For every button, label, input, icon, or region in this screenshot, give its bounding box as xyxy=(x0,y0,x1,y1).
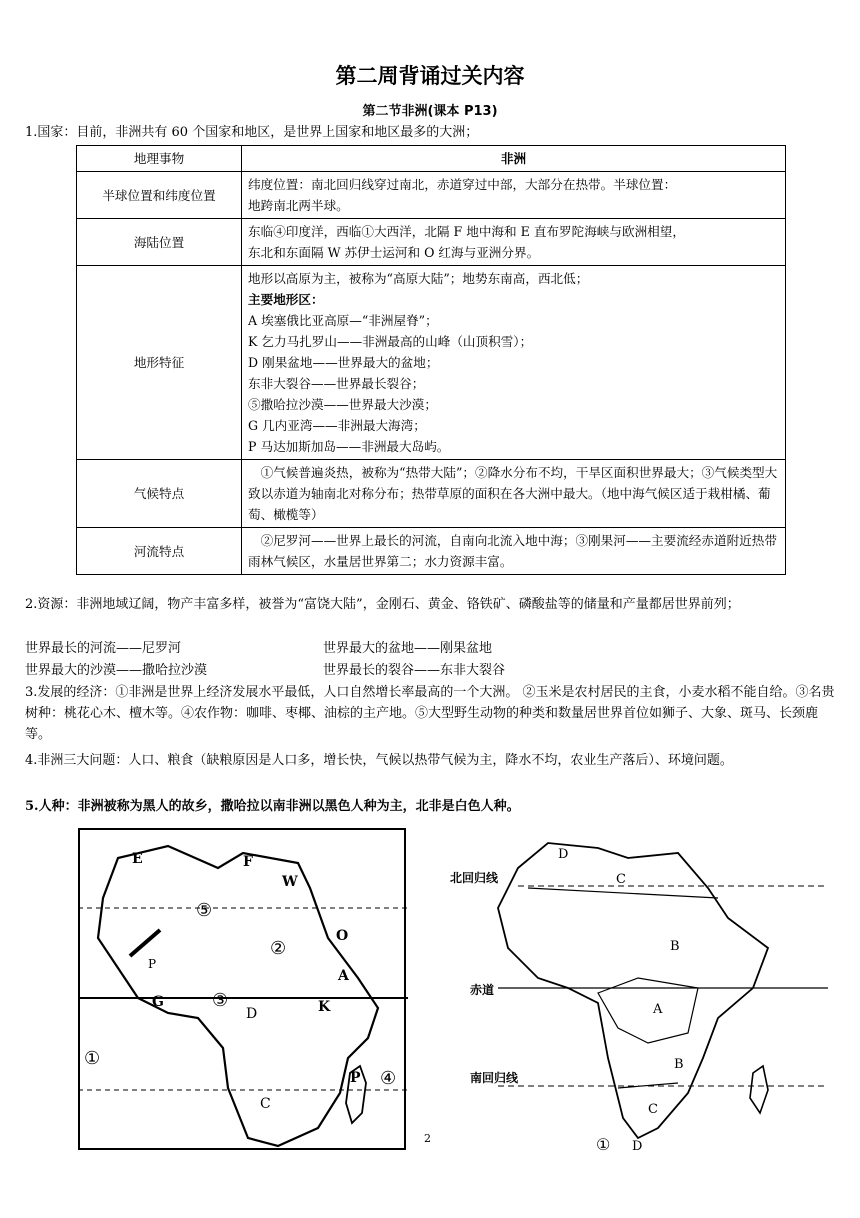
item-countries: 1.国家：目前，非洲共有 60 个国家和地区，是世界上国家和地区最多的大洲； xyxy=(25,125,479,140)
item-problems: 4.非洲三大问题：人口、粮食（缺粮原因是人口多，增长快，气候以热带气候为主，降水不均，农业生产落后）、环境问题。 xyxy=(25,753,733,768)
map1-label: ⑤ xyxy=(196,900,213,921)
record-longest-river: 世界最长的河流——尼罗河 xyxy=(25,641,182,656)
sealand-line-1: 东临④印度洋，西临①大西洋，北隔 F 地中海和 E 直布罗陀海峡与欧洲相望， xyxy=(248,224,685,239)
terrain-line: P 马达加斯加岛——非洲最大岛屿。 xyxy=(248,439,450,454)
map1-label: ③ xyxy=(212,990,229,1011)
zone-boundary xyxy=(528,888,718,898)
terrain-line: K 乞力马扎罗山——非洲最高的山峰（山顶积雪）； xyxy=(248,334,533,349)
map2-label: A xyxy=(653,1002,663,1017)
row-content xyxy=(242,266,786,460)
map2-label: C xyxy=(648,1102,658,1117)
map1-label: D xyxy=(246,1006,258,1022)
row-label: 海陆位置 xyxy=(77,219,242,266)
row-label: 地形特征 xyxy=(77,266,242,460)
africa-table xyxy=(76,145,786,575)
terrain-line: 东非大裂谷——世界最长裂谷； xyxy=(248,376,425,391)
terrain-line: D 刚果盆地——世界最大的盆地； xyxy=(248,355,439,370)
hemisphere-line-1: 纬度位置：南北回归线穿过南北，赤道穿过中部，大部分在热带。半球位置： xyxy=(248,177,677,192)
map2-label: B xyxy=(674,1057,684,1072)
river-content: ②尼罗河——世界上最长的河流，自南向北流入地中海；③刚果河——主要流经赤道附近热带雨林气候区，水量居世界第二；水力资源丰富。 xyxy=(242,528,786,575)
maps-area xyxy=(0,820,860,1153)
records-row-2 xyxy=(25,660,837,681)
map1-label: A xyxy=(338,968,349,984)
hemisphere-line-2: 地跨南北两半球。 xyxy=(248,198,349,213)
table-row xyxy=(77,266,786,460)
item-economy: 3.发展的经济：①非洲是世界上经济发展水平最低，人口自然增长率最高的一个大洲。 ②玉米是农村居民的主食，小麦水稻不能自给。③名贵树种：桃花心木、檀木等。④农作物：咖啡、枣椰、油棕的主产地。⑤大型野生动物的种类和数量居世界首位如狮子、大象、斑马、长颈鹿等。 xyxy=(25,685,835,742)
map1-label: G xyxy=(152,994,164,1010)
map1-label: ④ xyxy=(380,1068,397,1089)
sealand-line-2: 东北和东面隔 W 苏伊士运河和 O 红海与亚洲分界。 xyxy=(248,245,540,260)
table-row xyxy=(77,460,786,528)
table-row xyxy=(77,219,786,266)
africa-outline xyxy=(98,846,378,1146)
map1-label: C xyxy=(260,1096,271,1112)
africa-outline xyxy=(498,843,768,1138)
map1-label: K xyxy=(318,999,331,1015)
map1-label: P xyxy=(350,1070,361,1086)
map2-label: D xyxy=(632,1139,643,1153)
section-subtitle: 第二节非洲(课本 P13) xyxy=(362,104,498,119)
map1-label: E xyxy=(132,851,143,867)
africa-climate-map xyxy=(448,828,828,1153)
terrain-line: ⑤撒哈拉沙漠——世界最大沙漠； xyxy=(248,397,437,412)
map1-label: ① xyxy=(84,1048,101,1069)
map2-label: 南回归线 xyxy=(470,1071,519,1085)
map2-label: C xyxy=(616,872,626,887)
record-largest-desert: 世界最大的沙漠——撒哈拉沙漠 xyxy=(25,663,208,678)
map1-label: O xyxy=(336,928,349,944)
page-number: 2 xyxy=(424,1132,431,1145)
terrain-line: 主要地形区： xyxy=(248,292,324,307)
map1-label: ② xyxy=(270,938,287,959)
table-header-row xyxy=(77,146,786,172)
map2-label: 赤道 xyxy=(470,983,495,997)
record-longest-rift: 世界最长的裂谷——东非大裂谷 xyxy=(323,663,506,678)
item-resources: 2.资源：非洲地域辽阔，物产丰富多样，被誉为“富饶大陆”，金刚石、黄金、铬铁矿、磷酸盐等的储量和产量都居世界前列； xyxy=(25,597,740,612)
east-african-rift-mark xyxy=(130,930,160,956)
climate-content: ①气候普遍炎热，被称为“热带大陆”；②降水分布不均，干旱区面积世界最大；③气候类型大致以赤道为轴南北对称分布；热带草原的面积在各大洲中最大。（地中海气候区适于栽柑橘、葡萄、橄榄等） xyxy=(242,460,786,528)
madagascar-outline xyxy=(750,1066,768,1113)
terrain-line: A 埃塞俄比亚高原—“非洲屋脊”； xyxy=(248,313,438,328)
map1-label: P xyxy=(148,957,157,971)
page-title: 第二周背诵过关内容 xyxy=(335,64,525,88)
terrain-line: G 几内亚湾——非洲最大海湾； xyxy=(248,418,426,433)
records-row-1 xyxy=(25,638,837,659)
row-content xyxy=(242,219,786,266)
row-label: 半球位置和纬度位置 xyxy=(77,172,242,219)
africa-terrain-map xyxy=(78,828,408,1153)
record-largest-basin: 世界最大的盆地——刚果盆地 xyxy=(323,641,493,656)
map2-label: 北回归线 xyxy=(450,871,499,885)
item-race: 5.人种：非洲被称为黑人的故乡，撒哈拉以南非洲以黑色人种为主，北非是白色人种。 xyxy=(25,799,520,814)
table-row xyxy=(77,172,786,219)
table-row xyxy=(77,528,786,575)
row-label: 气候特点 xyxy=(77,460,242,528)
header-right: 非洲 xyxy=(242,146,786,172)
map1-label: F xyxy=(243,854,253,870)
map1-border xyxy=(79,829,405,1149)
map2-label: B xyxy=(670,939,680,954)
map1-label: W xyxy=(282,874,298,890)
terrain-line: 地形以高原为主，被称为“高原大陆”；地势东南高，西北低； xyxy=(248,271,589,286)
map2-label: D xyxy=(558,847,569,862)
map2-label: ① xyxy=(596,1135,611,1153)
row-label: 河流特点 xyxy=(77,528,242,575)
row-content xyxy=(242,172,786,219)
header-left: 地理事物 xyxy=(77,146,242,172)
